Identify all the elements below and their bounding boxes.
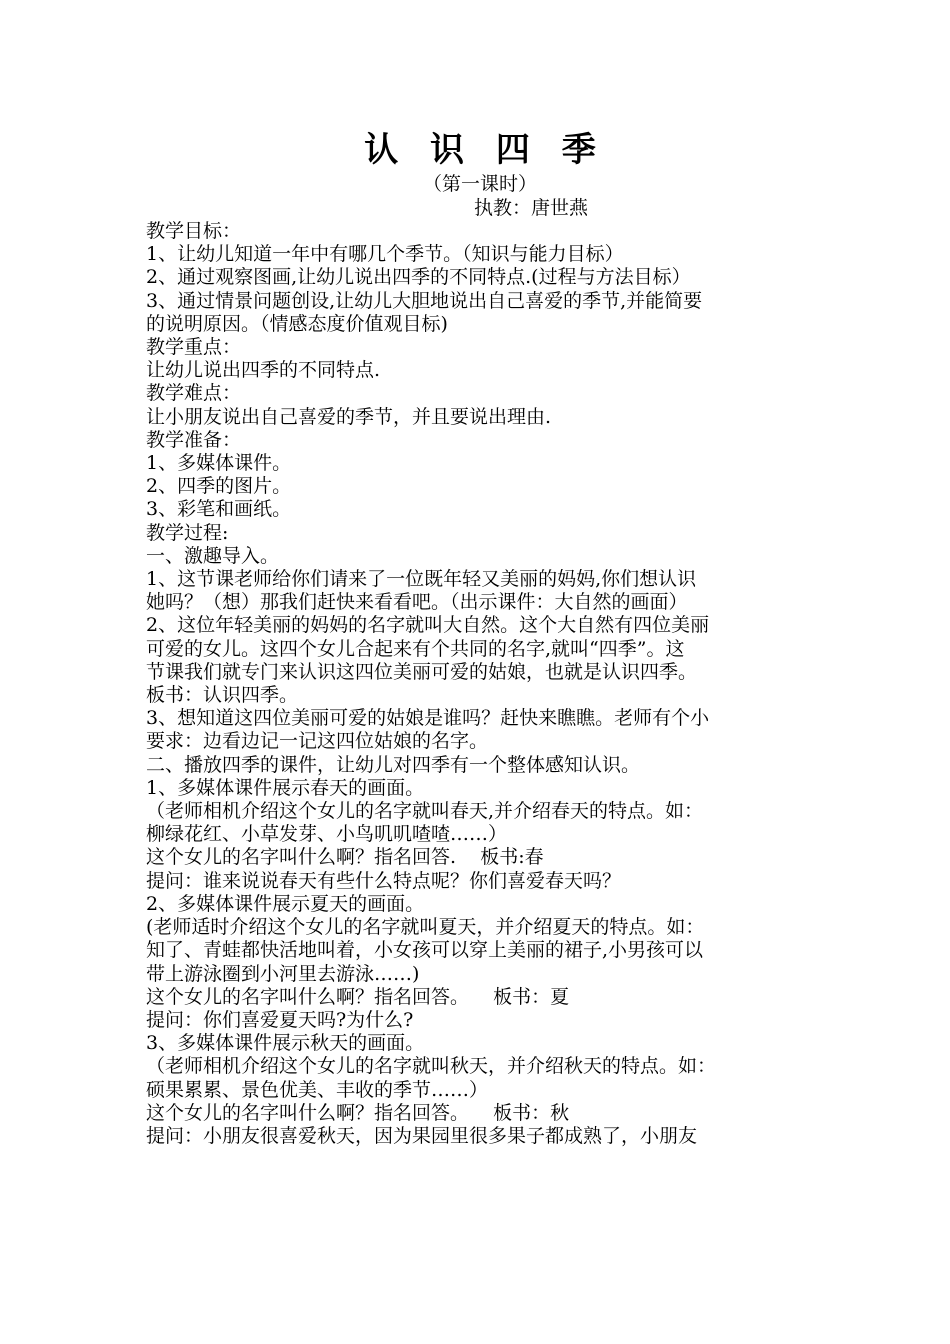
text-line: 要求：边看边记一记这四位姑娘的名字。: [146, 730, 489, 753]
text-line: 教学目标：: [146, 220, 242, 242]
text-line: 二、播放四季的课件，让幼儿对四季有一个整体感知认识。: [146, 753, 641, 776]
text-line: 硕果累累、景色优美、丰收的季节……）: [146, 1078, 489, 1101]
page-title: 认 识 四 季: [364, 130, 606, 170]
text-line: 提问：你们喜爱夏天吗?为什么?: [146, 1008, 414, 1031]
document-body: [146, 220, 814, 1148]
text-line: 1、多媒体课件。: [146, 452, 292, 475]
text-line: 知了、青蛙都快活地叫着，小女孩可以穿上美丽的裙子,小男孩可以: [146, 939, 704, 962]
text-line: 3、多媒体课件展示秋天的画面。: [146, 1032, 425, 1055]
text-line: 2、这位年轻美丽的妈妈的名字就叫大自然。这个大自然有四位美丽: [146, 614, 710, 637]
text-line: （老师相机介绍这个女儿的名字就叫秋天，并介绍秋天的特点。如：: [146, 1055, 717, 1078]
text-line: 带上游泳圈到小河里去游泳……): [146, 962, 420, 985]
text-line: 柳绿花红、小草发芽、小鸟叽叽喳喳……）: [146, 823, 508, 846]
text-line: 提问：谁来说说春天有些什么特点呢？你们喜爱春天吗？: [146, 869, 622, 892]
text-line: 2、四季的图片。: [146, 475, 292, 498]
text-line: 一、激趣导入。: [146, 544, 280, 567]
text-line: 3、通过情景问题创设,让幼儿大胆地说出自己喜爱的季节,并能简要: [146, 289, 703, 312]
text-line: (老师适时介绍这个女儿的名字就叫夏天，并介绍夏天的特点。如：: [146, 916, 705, 939]
text-line: 1、让幼儿知道一年中有哪几个季节。（知识与能力目标）: [146, 243, 624, 266]
text-line: 让小朋友说出自己喜爱的季节，并且要说出理由.: [146, 405, 552, 428]
text-line: 教学准备：: [146, 428, 242, 451]
text-line: 3、想知道这四位美丽可爱的姑娘是谁吗？赶快来瞧瞧。老师有个小: [146, 707, 710, 730]
text-line: 的说明原因。（情感态度价值观目标): [146, 312, 448, 335]
lesson-subtitle: （第一课时）: [422, 173, 537, 195]
text-line: 板书：认识四季。: [146, 684, 299, 707]
document-page: [146, 128, 814, 1148]
text-line: 这个女儿的名字叫什么啊？指名回答. 板书:春: [146, 846, 544, 869]
text-line: 3、彩笔和画纸。: [146, 498, 292, 521]
text-line: 教学重点：: [146, 336, 242, 359]
text-line: 她吗？（想）那我们赶快来看看吧。（出示课件：大自然的画面）: [146, 591, 688, 614]
text-line: 这个女儿的名字叫什么啊？指名回答。 板书：秋: [146, 1101, 570, 1124]
teacher-name: 执教：唐世燕: [474, 197, 589, 219]
text-line: 提问：小朋友很喜爱秋天，因为果园里很多果子都成熟了，小朋友: [146, 1124, 698, 1147]
text-line: 可爱的女儿。这四个女儿合起来有个共同的名字,就叫“四季”。这: [146, 637, 685, 660]
text-line: 教学难点：: [146, 382, 242, 405]
text-line: （老师相机介绍这个女儿的名字就叫春天,并介绍春天的特点。如：: [146, 800, 704, 823]
text-line: 2、多媒体课件展示夏天的画面。: [146, 892, 425, 915]
text-line: 1、这节课老师给你们请来了一位既年轻又美丽的妈妈,你们想认识: [146, 568, 697, 591]
text-line: 1、多媒体课件展示春天的画面。: [146, 776, 425, 799]
text-line: 教学过程:: [146, 521, 229, 544]
text-line: 节课我们就专门来认识这四位美丽可爱的姑娘，也就是认识四季。: [146, 660, 698, 683]
text-line: 这个女儿的名字叫什么啊？指名回答。 板书：夏: [146, 985, 570, 1008]
text-line: 让幼儿说出四季的不同特点.: [146, 359, 381, 382]
text-line: 2、通过观察图画,让幼儿说出四季的不同特点.(过程与方法目标）: [146, 266, 691, 289]
